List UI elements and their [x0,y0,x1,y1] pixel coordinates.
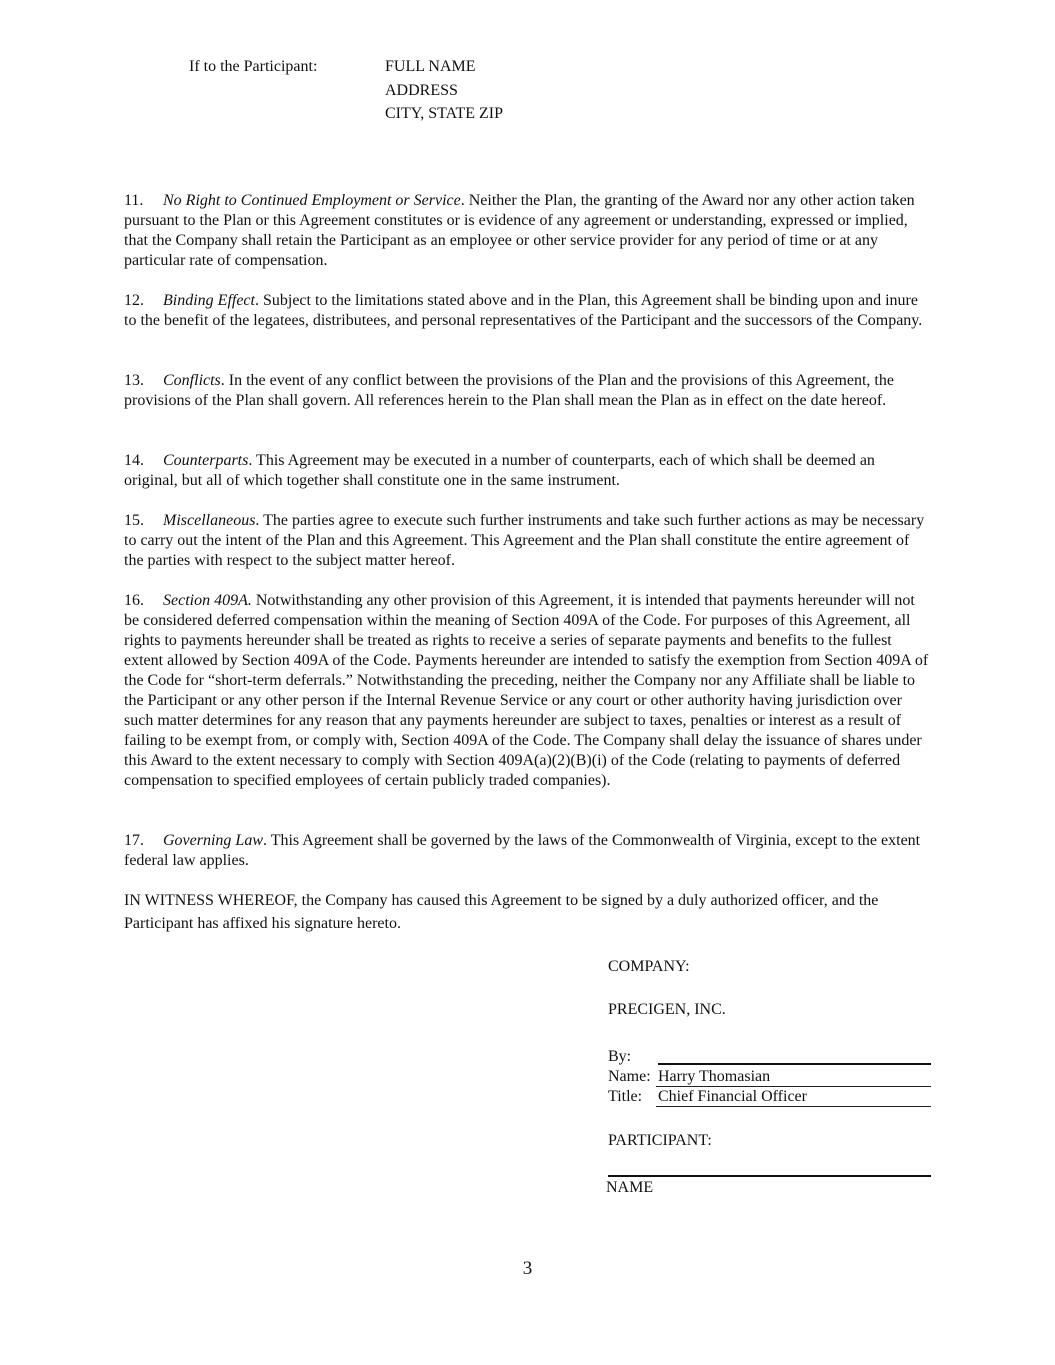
page-number: 3 [522,1258,533,1279]
section-16 [124,591,930,791]
section-number: 13. [124,372,144,389]
section-number: 11. [124,192,144,209]
section-text: Notwithstanding any other provision of this Agreement, it is intended that payments hereunder will not be considered deferred compensation within the meaning of Section 409A of the Code. For purposes of this Agreement, all rights to payments hereunder shall be treated as rights to receive a series of separate payments and benefits to the fullest extent allowed by Section 409A of the Code. Payments hereunder are intended to satisfy the exemption from Section 409A of the Code for “short-term deferrals.” Notwithstanding the preceding, neither the Company nor any Affiliate shall be liable to the Participant or any other person if the Internal Revenue Service or any court or other authority having jurisdiction over such matter determines for any reason that any payments hereunder are subject to taxes, penalties or interest as a result of failing to be exempt from, or comply with, Section 409A of the Code. The Company shall delay the issuance of shares under this Award to the extent necessary to comply with Section 409A(a)(2)(B)(i) of the Code (relating to payments of deferred compensation to specified employees of certain publicly traded companies). [124,592,929,789]
notice-address [385,55,503,126]
notice-full-name: FULL NAME [385,58,476,75]
participant-signature-line[interactable] [608,1157,931,1177]
section-text: . This Agreement shall be governed by the laws of the Commonwealth of Virginia, except to the extent federal law applies. [124,832,921,869]
section-heading: Counterparts [163,452,249,469]
section-13 [124,371,930,411]
signer-title-field[interactable] [656,1088,931,1107]
signer-title-value: Chief Financial Officer [658,1088,807,1105]
section-heading: Conflicts [163,372,221,389]
section-number: 15. [124,512,144,529]
notice-address-line: ADDRESS [385,81,458,99]
section-text: . Neither the Plan, the granting of the Award nor any other action taken pursuant to the Plan or this Agreement constitutes or is evidence of any agreement or understanding, expressed or implied, that the Company shall retain the Participant as an employee or other service provider for any period of time or at any particular rate of compensation. [124,192,915,269]
section-number: 17. [124,832,144,849]
section-heading: No Right to Continued Employment or Service [163,192,461,209]
notice-city-state-zip: CITY, STATE ZIP [385,105,503,122]
notice-label: If to the Participant: [189,58,318,75]
section-11 [124,191,930,271]
section-number: 14. [124,452,144,469]
signer-name-value: Harry Thomasian [658,1068,771,1085]
section-number: 16. [124,592,144,609]
section-number: 12. [124,292,144,309]
section-17 [124,831,930,871]
section-text: . In the event of any conflict between the provisions of the Plan and the provisions of this Agreement, the provisions of the Plan shall govern. All references herein to the Plan shall mean the Plan as in effect on the date hereof. [124,372,894,409]
section-text: . The parties agree to execute such further instruments and take such further actions as may be necessary to carry out the intent of the Plan and this Agreement. This Agreement and the Plan shall constitute the entire agreement of the parties with respect to the subject matter hereof. [124,512,925,569]
participant-name-label: NAME [606,1179,654,1196]
signer-name-field[interactable] [656,1068,931,1087]
witness-clause: IN WITNESS WHEREOF, the Company has caused this Agreement to be signed by a duly authorized officer, and the Participant has affixed his signature hereto. [124,892,879,932]
title-label: Title: [608,1088,643,1105]
company-signature-line[interactable] [658,1045,931,1065]
by-label: By: [608,1048,632,1065]
section-14 [124,451,930,491]
section-12 [124,291,930,331]
section-heading: Miscellaneous [163,512,256,529]
section-heading: Section 409A. [163,592,252,609]
section-text: . Subject to the limitations stated above and in the Plan, this Agreement shall be binding upon and inure to the benefit of the legatees, distributees, and personal representatives of the Participant and the successors of the Company. [124,292,923,329]
section-text: . This Agreement may be executed in a number of counterparts, each of which shall be deemed an original, but all of which together shall constitute one in the same instrument. [124,452,875,489]
section-heading: Governing Law [163,832,263,849]
company-name: PRECIGEN, INC. [608,1001,726,1018]
name-label: Name: [608,1068,651,1085]
company-label: COMPANY: [608,958,690,975]
section-heading: Binding Effect [163,292,255,309]
section-15 [124,511,930,571]
participant-label: PARTICIPANT: [608,1132,712,1149]
